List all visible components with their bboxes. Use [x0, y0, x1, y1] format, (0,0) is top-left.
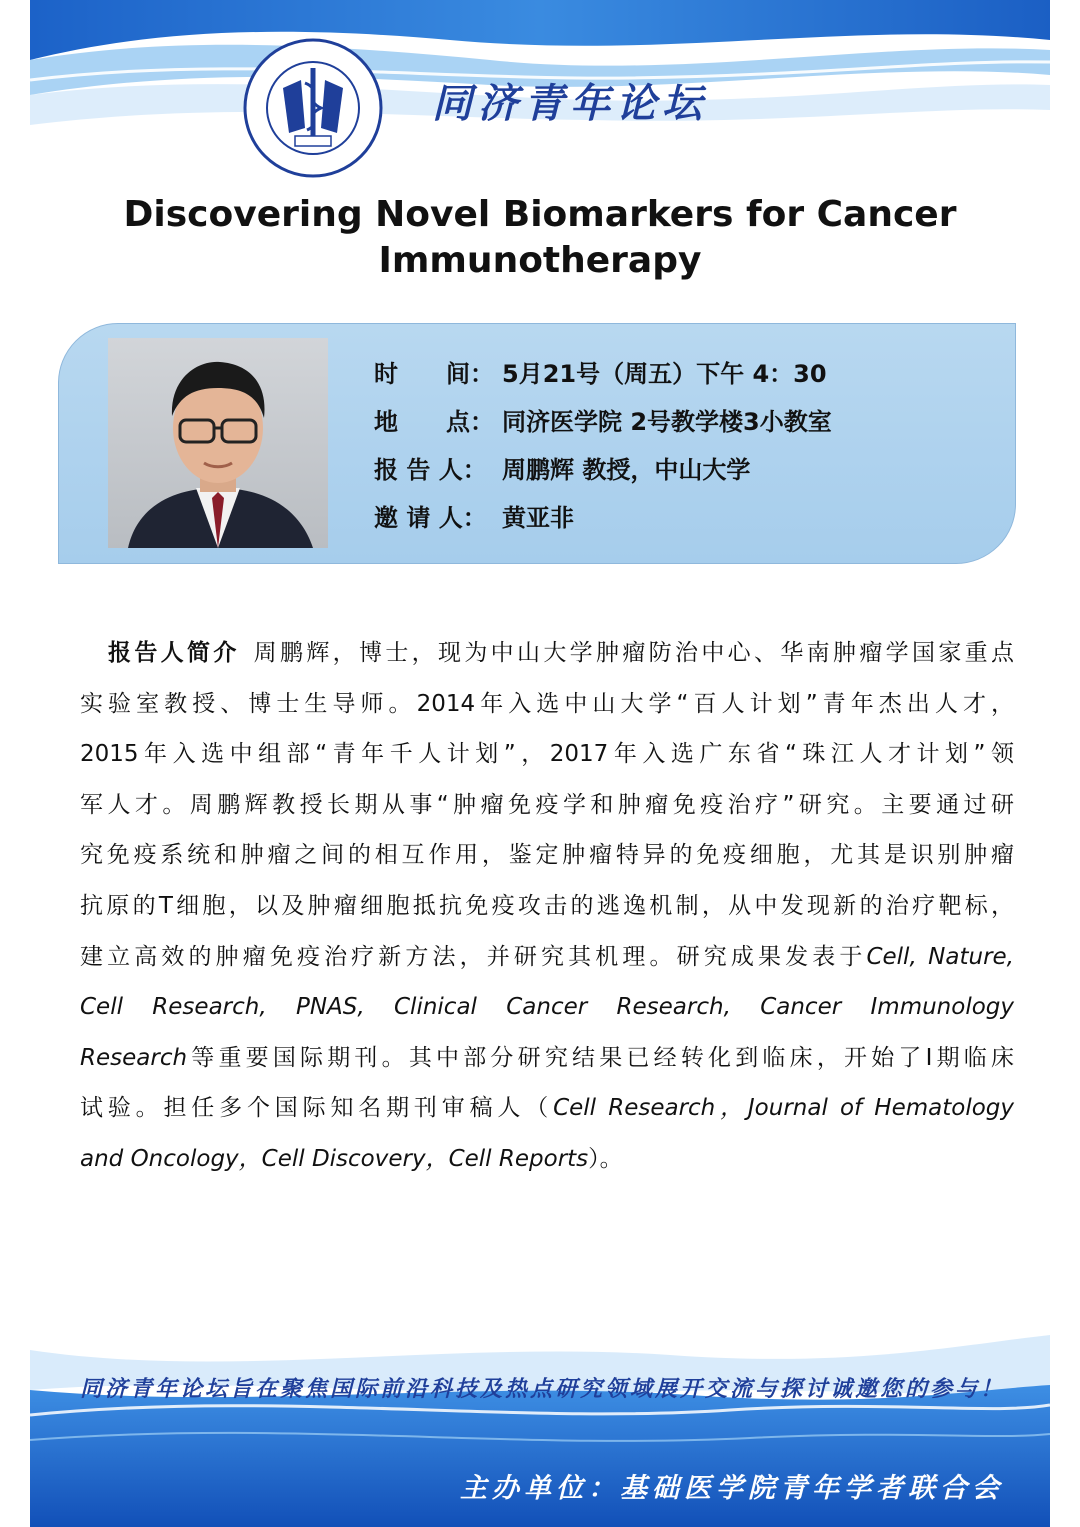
info-row-host	[374, 494, 994, 542]
info-key: 时 间：	[374, 360, 494, 388]
speaker-photo	[108, 338, 328, 548]
bio-line: Research等重要国际期刊。其中部分研究结果已经转化到临床，开始了I期临床	[80, 1044, 1014, 1071]
info-row-speaker	[374, 446, 994, 494]
bio-line: 军人才。周鹏辉教授长期从事“肿瘤免疫学和肿瘤免疫治疗”研究。主要通过研	[80, 791, 1014, 818]
bio-line: 实验室教授、博士生导师。2014年入选中山大学“百人计划”青年杰出人才，	[80, 690, 1014, 717]
info-value: 同济医学院 2号教学楼3小教室	[502, 408, 832, 436]
info-key: 邀 请 人：	[374, 504, 487, 532]
bio-line: 试验。担任多个国际知名期刊审稿人（Cell Research，Journal of Hematology	[80, 1095, 1015, 1122]
bio-line: and Oncology，Cell Discovery，Cell Reports）。	[80, 1145, 623, 1172]
info-row-time	[374, 350, 994, 398]
info-value: 黄亚非	[502, 504, 574, 532]
forum-slogan: 同济青年论坛旨在聚焦国际前沿科技及热点研究领域展开交流与探讨诚邀您的参与！	[80, 1376, 1006, 1402]
info-row-location	[374, 398, 994, 446]
talk-title-line2: Immunotherapy	[378, 240, 702, 281]
bio-line: 抗原的T细胞，以及肿瘤细胞抵抗免疫攻击的逃逸机制，从中发现新的治疗靶标，	[80, 892, 1014, 919]
info-key: 报 告 人：	[374, 456, 487, 484]
event-info-list	[374, 350, 994, 542]
host-organization: 主办单位：基础医学院青年学者联合会	[460, 1473, 1004, 1504]
bio-line: Cell Research, PNAS, Clinical Cancer Research, Cancer Immunology	[80, 994, 1014, 1021]
bio-line: 2015年入选中组部“青年千人计划”，2017年入选广东省“珠江人才计划”领	[80, 741, 1014, 768]
speaker-bio	[80, 628, 1014, 1185]
talk-title-line1: Discovering Novel Biomarkers for Cancer	[123, 194, 957, 235]
info-key: 地 点：	[374, 408, 494, 436]
bio-line: 报告人简介 周鹏辉，博士，现为中山大学肿瘤防治中心、华南肿瘤学国家重点	[108, 640, 1015, 666]
college-logo	[243, 38, 383, 178]
bio-lead: 报告人简介	[108, 640, 240, 666]
bio-line: 究免疫系统和肿瘤之间的相互作用，鉴定肿瘤特异的免疫细胞，尤其是识别肿瘤	[80, 842, 1014, 869]
talk-title	[60, 192, 1020, 284]
info-value: 5月21号（周五）下午 4：30	[502, 360, 827, 388]
bio-journals: Cell, Nature,	[866, 943, 1014, 970]
forum-title: 同济青年论坛	[432, 80, 708, 127]
info-value: 周鹏辉 教授，中山大学	[502, 456, 751, 484]
bio-line: 建立高效的肿瘤免疫治疗新方法，并研究其机理。研究成果发表于Cell, Nature,	[80, 943, 1014, 970]
